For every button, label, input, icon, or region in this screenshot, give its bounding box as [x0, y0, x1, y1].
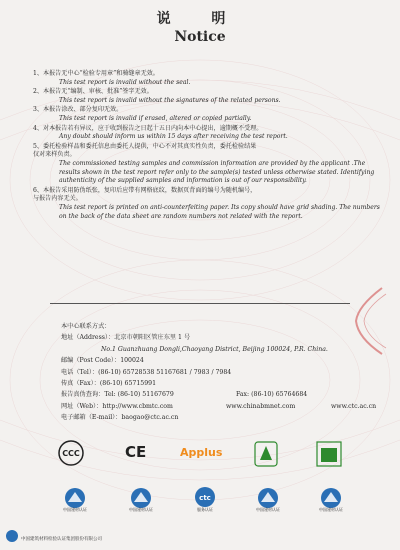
notice-text-cn: 3、本报告涂改、部分复印无效。 — [33, 106, 123, 114]
notice-item — [33, 125, 385, 142]
web-row — [61, 401, 391, 412]
green-product-cert-icon — [315, 440, 343, 468]
footer-company-name: 中国建筑材料检验认证集团股份有限公司 — [21, 537, 102, 542]
address-row — [61, 332, 391, 343]
verify-row — [61, 389, 391, 400]
title-english: Notice — [174, 29, 226, 45]
notice-item — [33, 143, 385, 186]
fax-label: 传真（Fax）： — [61, 379, 100, 387]
iso14001-badge-icon — [130, 487, 152, 509]
ohsas-badge-icon — [257, 487, 279, 509]
email-row — [61, 412, 391, 423]
notice-text-en: This test report is invalid if erased, altered or copied partially. — [59, 114, 252, 122]
title-chinese: 说 明 — [156, 11, 244, 27]
postcode-label: 邮编（Post Code）： — [61, 357, 121, 365]
tel-row — [61, 367, 391, 378]
contact-info — [61, 321, 391, 424]
ctc-service-badge-icon — [193, 486, 217, 508]
email-label: 电子邮箱（E-mail）： — [61, 414, 122, 422]
fax-value: (86-10) 65715991 — [99, 379, 157, 387]
cert-caption: 中国建材认证 — [319, 507, 343, 512]
notice-text-en: Any doubt should inform us within 15 days after receiving the test report. — [59, 133, 288, 141]
notice-item — [33, 187, 385, 221]
notice-text-cn: 6、本报告采用防伪纸张，复印后应带有网格底纹，数据页背面的编号为随机编号， 与报告内容无关。 — [33, 186, 257, 203]
product-cert-badge-icon — [320, 487, 342, 509]
notice-text-en: This test report is invalid without the seal. — [59, 78, 191, 86]
verify-label: 报告真伪查询： — [61, 391, 105, 399]
notice-item — [33, 88, 385, 105]
notice-item — [33, 106, 385, 123]
svg-text:ctc: ctc — [199, 494, 211, 502]
web-link-cbmtc[interactable]: http://www.cbmtc.com — [102, 402, 173, 410]
email-link[interactable]: baogao@ctc.ac.cn — [121, 414, 179, 422]
section-divider — [50, 303, 350, 304]
cert-caption: 中国建材认证 — [129, 507, 153, 512]
web-link-chinabmnet[interactable]: www.chinabmnet.com — [226, 402, 296, 410]
notice-list — [33, 70, 385, 222]
web-label: 网址（Web）： — [61, 402, 103, 410]
ce-mark: CE — [125, 443, 147, 461]
notice-text-cn: 1、本报告无中心“检验专用章”和骑缝章无效。 — [33, 70, 159, 77]
notice-text-cn: 4、对本报告若有异议，应于收到报告之日起十五日内向本中心提出，逾期概不受理。 — [33, 124, 263, 132]
cert-caption: 服务认证 — [197, 507, 213, 512]
web-link-ctc[interactable]: www.ctc.ac.cn — [331, 402, 377, 410]
notice-text-cn: 5、委托检验样品和委托信息由委托人提供，中心不对其真实性负责，委托检验结果 仅对来样负责。 — [33, 142, 257, 159]
cert-caption: 中国建材认证 — [63, 507, 87, 512]
address-en: No.1 Guanzhuang Dongli,Chaoyang District, Beijing 100024, P.R. China. — [101, 345, 328, 353]
notice-text-en: This test report is invalid without the signatures of the related persons. — [59, 96, 281, 104]
applus-logo: Applus — [180, 446, 223, 459]
green-cert-mark-icon — [253, 440, 279, 468]
red-seal-stamp — [348, 286, 390, 356]
address-label: 地址（Address）： — [61, 334, 115, 342]
fax-row — [61, 378, 391, 389]
iso9001-badge-icon — [64, 487, 86, 509]
cert-caption: 中国建材认证 — [256, 507, 280, 512]
notice-text-cn: 2、本报告无“编制、审核、批准”签字无效。 — [33, 88, 153, 96]
verify-tel: Tel: (86-10) 51167679 — [104, 391, 174, 399]
postcode-value: 100024 — [120, 357, 144, 365]
tel-label: 电话（Tel）： — [61, 368, 99, 376]
postcode-row — [61, 355, 391, 366]
notice-text-en: The commissioned testing samples and commission information are provided by the applicant .The results shown in the test report refer only to the sample(s) tested unless otherwise stated. Identifying authenticity of the supplied samples and information is out of our responsibility. — [59, 159, 375, 185]
verify-fax: Fax: (86-10) 65764684 — [236, 391, 308, 399]
contact-heading: 本中心联系方式： — [61, 323, 111, 330]
address-cn: 北京市朝阳区管庄东里 1 号 — [114, 334, 191, 342]
ctc-logo-icon — [4, 529, 20, 543]
svg-text:CCC: CCC — [62, 449, 80, 458]
tel-value: (86-10) 65728538 51167681 / 7983 / 7984 — [98, 368, 232, 376]
notice-text-en: This test report is printed on anti-counterfeiting paper. Its copy should have grid shading. The numbers on the back of the data sheet are random numbers not related with the report. — [59, 203, 380, 220]
ccc-mark-icon — [58, 440, 84, 466]
notice-item — [33, 70, 385, 87]
